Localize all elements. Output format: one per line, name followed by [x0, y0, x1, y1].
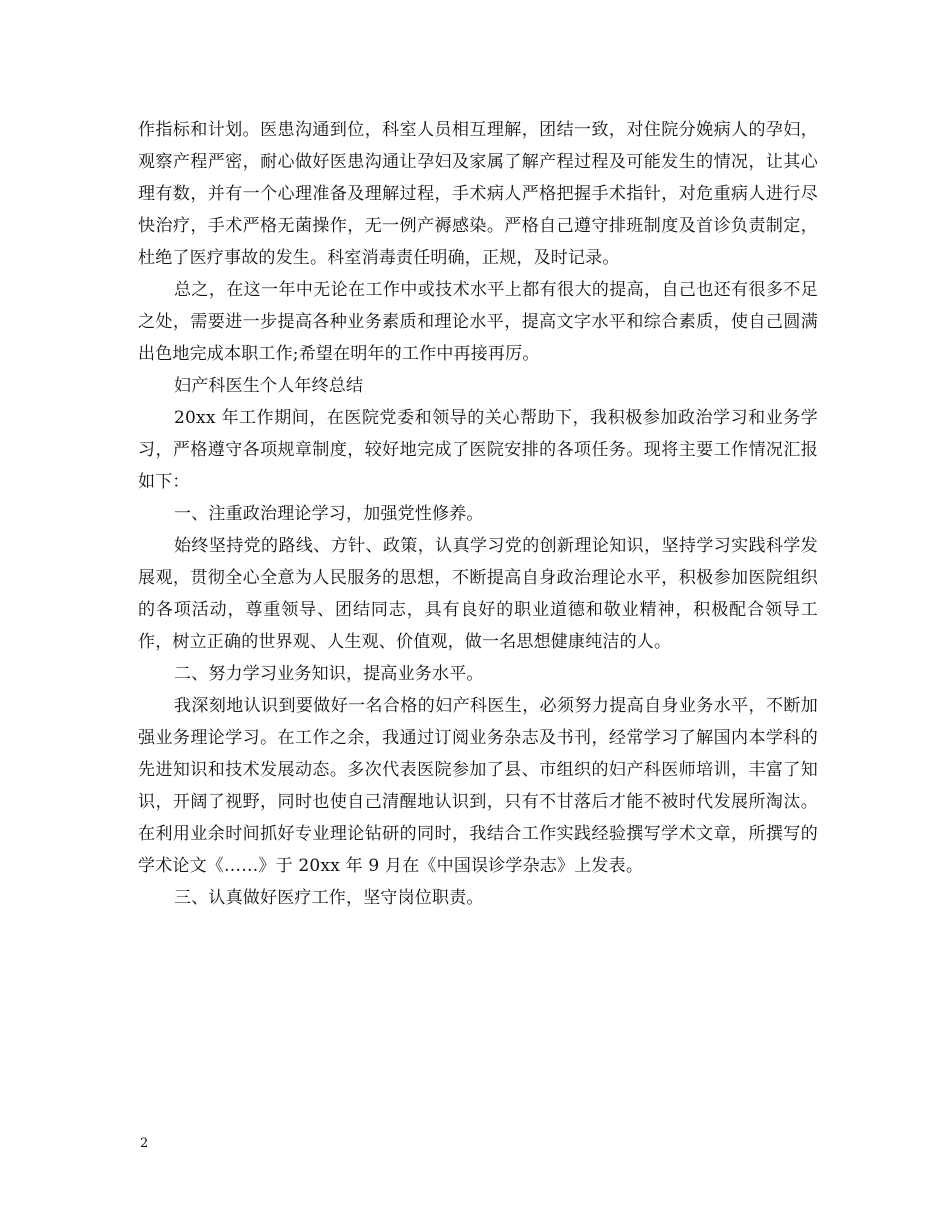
heading-professional-study: 二、努力学习业务知识，提高业务水平。	[174, 664, 484, 684]
heading-medical-work: 三、认真做好医疗工作，坚守岗位职责。	[174, 888, 484, 908]
paragraph-professional-study: 我深刻地认识到要做好一名合格的妇产科医生，必须努力提高自身业务水平，不断加强业务理论学习。在工作之余，我通过订阅业务杂志及书刊，经常学习了解国内本学科的先进知识和技术发展动态。多次代表医院参加了县、市组织的妇产科医师培训，丰富了知识，开阔了视野，同时也使自己清醒地认识到，只有不甘落后才能不被时代发展所淘汰。在利用业余时间抓好专业理论钻研的同时，我结合工作实践经验撰写学术文章，所撰写的学术论文《……》于 20xx 年 9 月在《中国误诊学杂志》上发表。	[138, 696, 818, 876]
page-number: 2	[140, 1136, 149, 1151]
document-body	[138, 114, 818, 914]
paragraph-continuation: 作指标和计划。医患沟通到位，科室人员相互理解，团结一致，对住院分娩病人的孕妇，观察产程严密，耐心做好医患沟通让孕妇及家属了解产程过程及可能发生的情况，让其心理有数，并有一个心理准备及理解过程，手术病人严格把握手术指针，对危重病人进行尽快治疗，手术严格无菌操作，无一例产褥感染。严格自己遵守排班制度及首诊负责制定，杜绝了医疗事故的发生。科室消毒责任明确，正规，及时记录。	[138, 120, 818, 268]
heading-political-study: 一、注重政治理论学习，加强党性修养。	[174, 504, 484, 524]
paragraph-intro: 20xx 年工作期间，在医院党委和领导的关心帮助下，我积极参加政治学习和业务学习，严格遵守各项规章制度，较好地完成了医院安排的各项任务。现将主要工作情况汇报如下：	[138, 408, 818, 492]
paragraph-political-study: 始终坚持党的路线、方针、政策，认真学习党的创新理论知识，坚持学习实践科学发展观，贯彻全心全意为人民服务的思想，不断提高自身政治理论水平，积极参加医院组织的各项活动，尊重领导、团结同志，具有良好的职业道德和敬业精神，积极配合领导工作，树立正确的世界观、人生观、价值观，做一名思想健康纯洁的人。	[138, 536, 818, 652]
section-title: 妇产科医生个人年终总结	[174, 376, 364, 396]
paragraph-summary: 总之，在这一年中无论在工作中或技术水平上都有很大的提高，自己也还有很多不足之处，需要进一步提高各种业务素质和理论水平，提高文字水平和综合素质，使自己圆满出色地完成本职工作;希望在明年的工作中再接再厉。	[138, 280, 818, 364]
